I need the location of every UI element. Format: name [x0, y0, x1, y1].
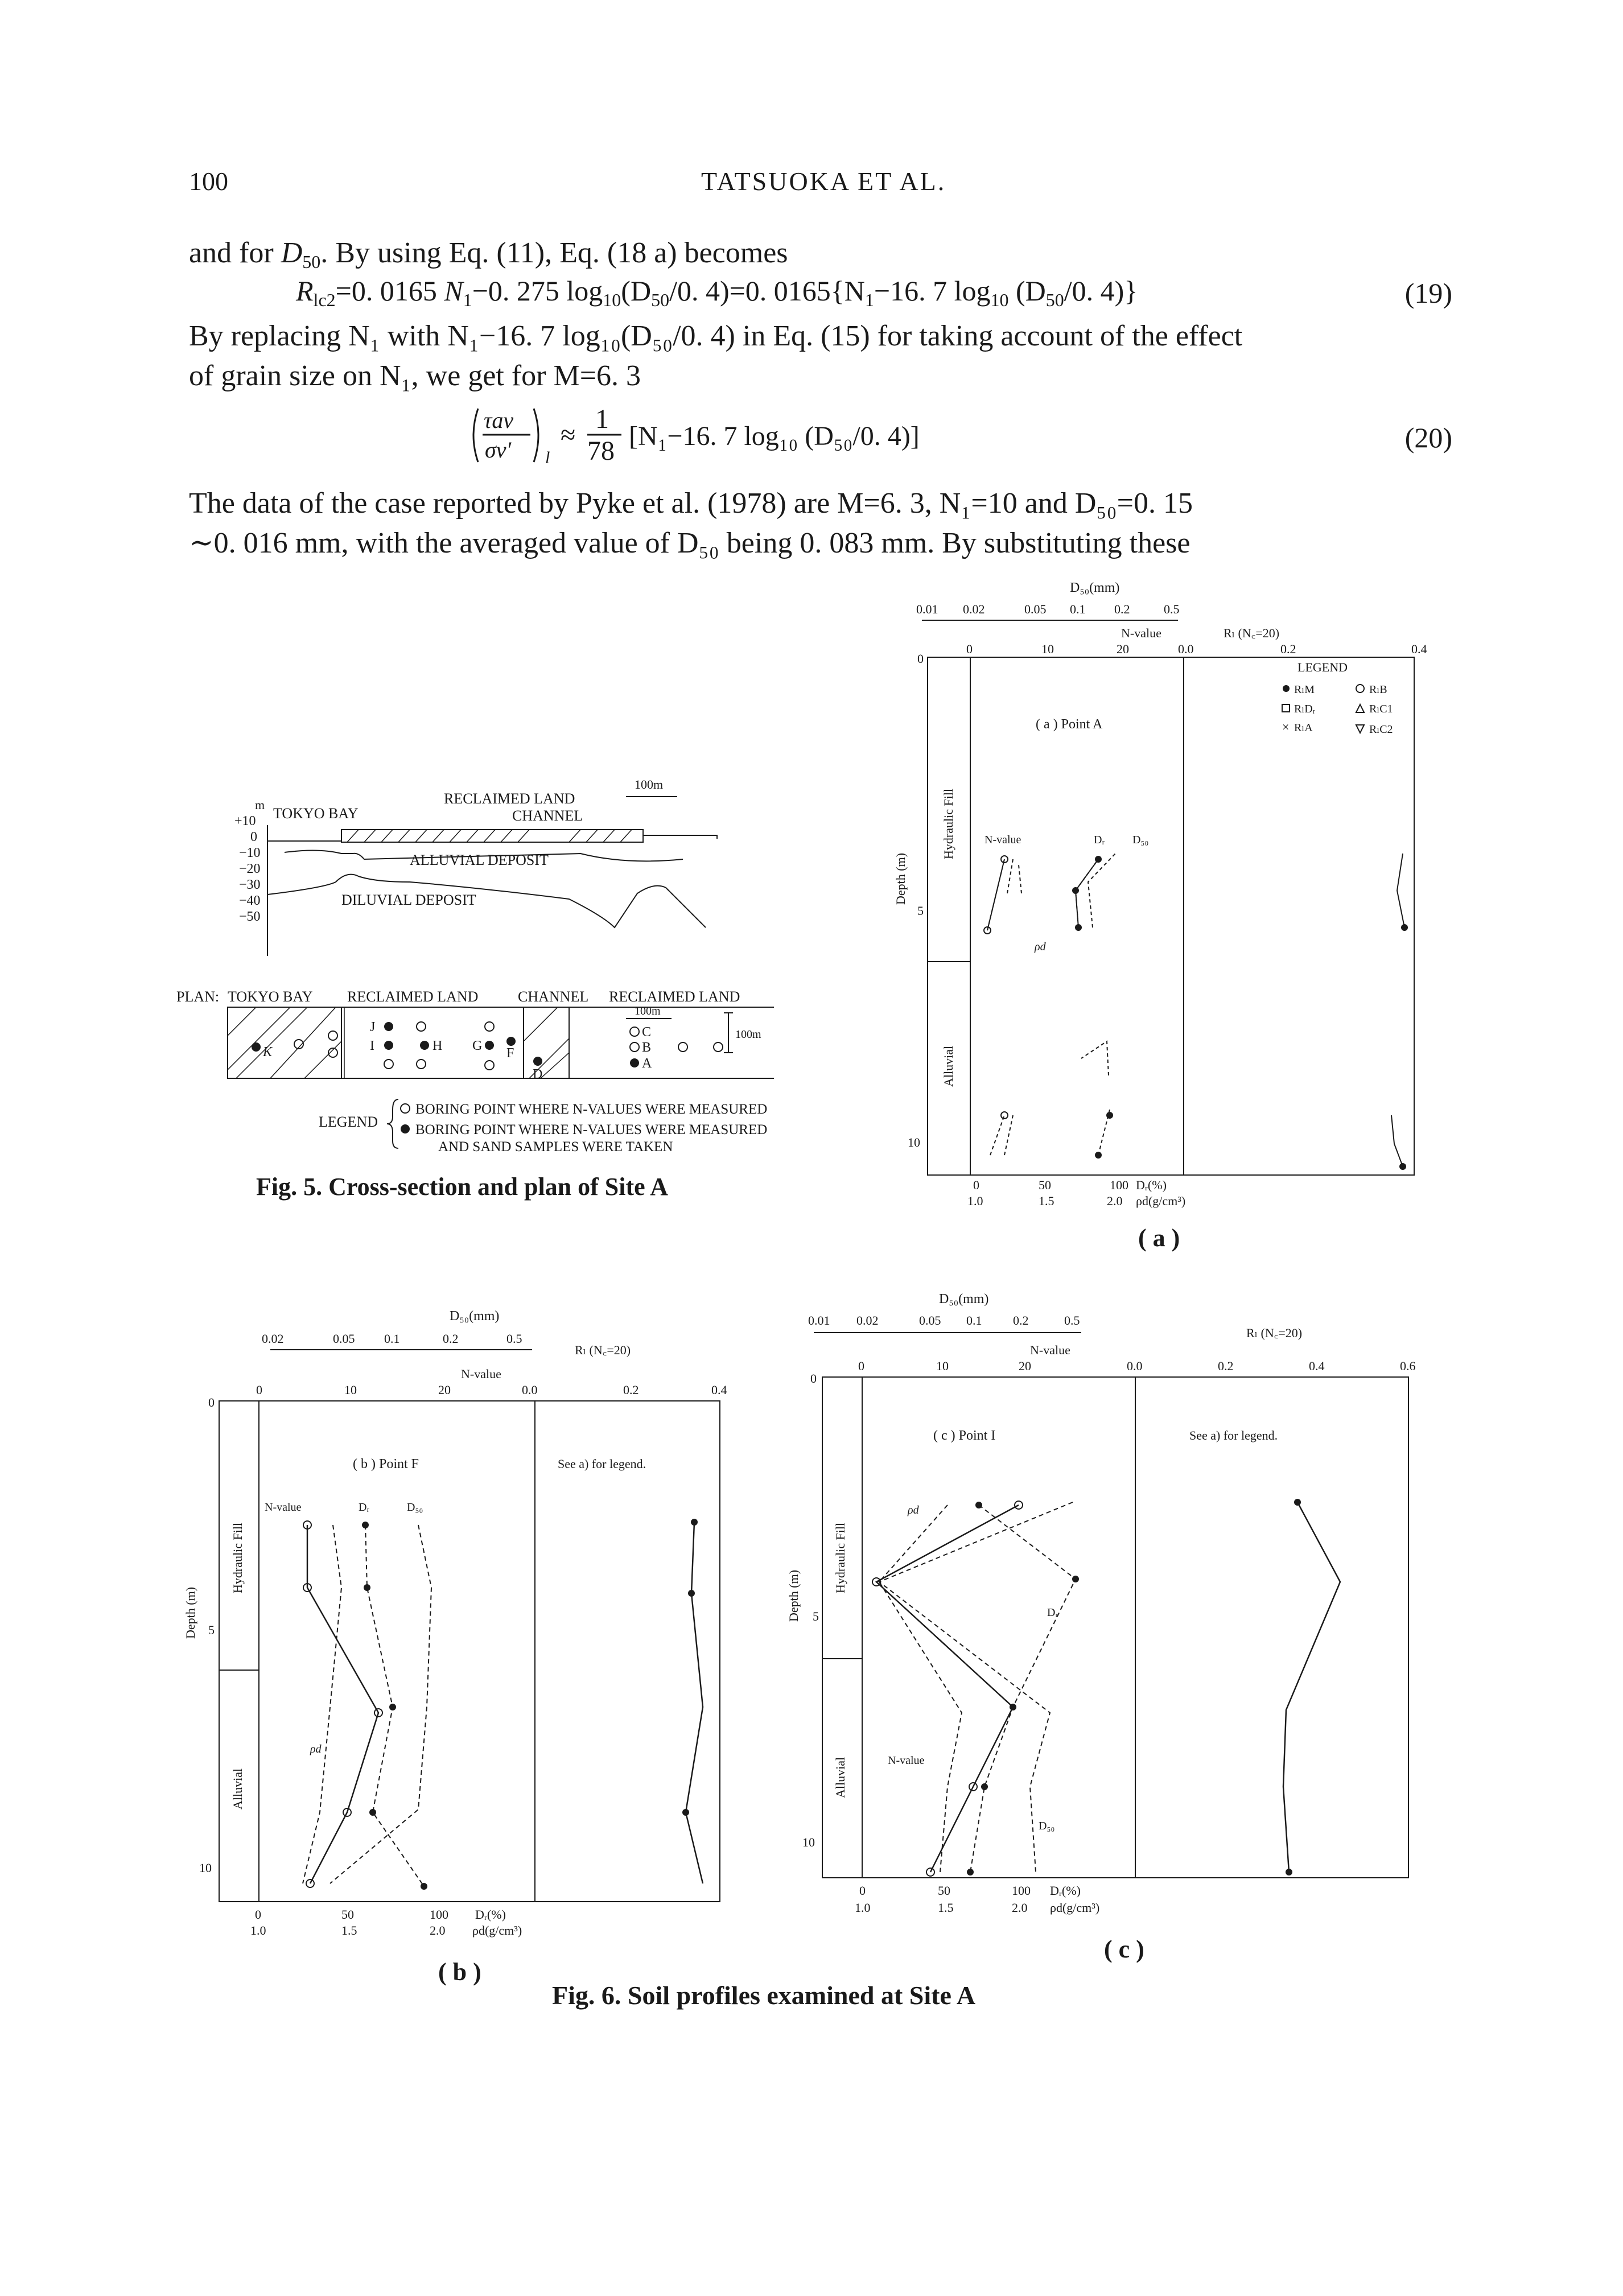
eq-symbol: N [444, 275, 463, 307]
d50-tick: 0.05 [333, 1332, 355, 1346]
curve-label-d50: D₅₀ [407, 1501, 423, 1514]
profile-curve-solid [987, 859, 1098, 930]
see-legend-note: See a) for legend. [1189, 1428, 1278, 1442]
eq-text: /0. 4)} [1064, 275, 1138, 307]
rl-profile [1283, 1502, 1340, 1872]
marker-filled [1072, 887, 1079, 894]
elevation-unit: m [255, 798, 265, 812]
text-run: . By using Eq. (11), Eq. (18 a) becomes [320, 237, 788, 269]
eq-lhs-num: τav [484, 407, 514, 433]
rl-profile [1391, 854, 1404, 1166]
rl-tick: 0.2 [1280, 642, 1296, 656]
legend-filled-marker [401, 1124, 410, 1133]
elev-tick: −30 [239, 877, 261, 892]
point-label: I [370, 1038, 374, 1053]
d50-tick: 0.1 [966, 1313, 982, 1328]
boring-point-filled [506, 1037, 516, 1046]
rl-tick: 0.0 [1178, 642, 1194, 656]
equation-19 [296, 274, 1377, 311]
depth-axis-label: Depth (m) [786, 1569, 801, 1622]
hatching [524, 1007, 569, 1078]
eq-approx: ≈ [561, 420, 576, 450]
legend-item: RₗDᵣ [1294, 703, 1316, 715]
nvalue-tick: 20 [438, 1383, 451, 1397]
marker-filled [1286, 1869, 1292, 1875]
marker-filled [1095, 1152, 1102, 1159]
plan-label: PLAN: [176, 988, 220, 1005]
dr-tick: 0 [859, 1883, 866, 1898]
rl-tick: 0.4 [711, 1383, 727, 1397]
legend-marker [1356, 685, 1364, 692]
figure-caption: Fig. 6. Soil profiles examined at Site A [552, 1981, 976, 2010]
d50-tick: 0.2 [1114, 602, 1130, 616]
marker-filled [1072, 1576, 1079, 1582]
d50-tick: 0.01 [916, 602, 938, 616]
panel-label: ( a ) [1138, 1224, 1180, 1252]
legend-item: RₗC1 [1369, 703, 1393, 715]
rho-tick: 2.0 [1012, 1901, 1028, 1915]
equation-20-graphic [467, 398, 1206, 472]
plan-reclaimed-2: RECLAIMED LAND [609, 988, 740, 1005]
nvalue-axis-title: N-value [1030, 1343, 1070, 1357]
rho-profile [303, 1525, 341, 1883]
plan-channel-area [524, 1007, 569, 1078]
marker-filled [688, 1590, 695, 1597]
point-label: H [432, 1038, 443, 1053]
elev-tick: +10 [234, 814, 256, 828]
marker-open [926, 1868, 934, 1876]
boring-point-open [485, 1022, 494, 1031]
curve-label-rho: ρd [908, 1504, 919, 1516]
nvalue-tick: 20 [1019, 1359, 1031, 1373]
rl-tick: 0.2 [623, 1383, 639, 1397]
rl-tick: 0.4 [1411, 642, 1427, 656]
marker-filled [364, 1584, 370, 1591]
d50-tick: 0.5 [506, 1332, 522, 1346]
rho-unit: ρd(g/cm³) [1136, 1194, 1186, 1208]
nvalue-tick: 0 [256, 1383, 262, 1397]
dr-tick: 50 [938, 1883, 950, 1898]
eq-rhs: [N₁−16. 7 log₁₀ (D₅₀/0. 4)] [629, 421, 920, 451]
rho-unit: ρd(g/cm³) [472, 1923, 522, 1938]
d50-axis-title: D₅₀(mm) [450, 1309, 500, 1324]
elev-tick: −20 [239, 861, 261, 876]
marker-filled [682, 1809, 689, 1816]
nvalue-tick: 10 [936, 1359, 949, 1373]
reclaimed-edge [643, 835, 717, 839]
legend-item: RₗC2 [1369, 723, 1393, 736]
rho-tick: 2.0 [430, 1923, 446, 1938]
boring-point-open [630, 1042, 639, 1052]
subscript: 1 [463, 290, 472, 310]
legend-marker [1356, 725, 1364, 733]
marker-filled [389, 1704, 396, 1710]
point-label: A [642, 1056, 652, 1071]
subscript: 10 [603, 290, 621, 310]
d50-tick: 0.5 [1164, 602, 1180, 616]
rho-tick: 1.0 [967, 1194, 983, 1208]
label-tokyo-bay: TOKYO BAY [273, 805, 359, 822]
nvalue-tick: 10 [344, 1383, 357, 1397]
d50-tick: 0.05 [919, 1313, 941, 1328]
label-diluvial: DILUVIAL DEPOSIT [341, 892, 476, 908]
d50-profile [879, 1502, 1073, 1872]
curve-label-nvalue: N-value [888, 1754, 925, 1767]
panel-label: ( b ) [438, 1958, 481, 1986]
marker-filled [967, 1869, 974, 1875]
marker-filled [421, 1883, 427, 1890]
marker-filled [1075, 924, 1082, 931]
eq-lhs-sub: l [545, 448, 550, 467]
layer-label: Alluvial [833, 1757, 847, 1798]
rl-tick: 0.0 [522, 1383, 538, 1397]
boring-point-open [417, 1022, 426, 1031]
dr-unit: Dᵣ(%) [475, 1907, 506, 1922]
depth-tick: 10 [802, 1835, 815, 1849]
boring-point-filled [533, 1057, 542, 1066]
subscript: 50 [651, 290, 670, 310]
rho-profile [879, 1505, 962, 1872]
depth-tick: 0 [208, 1395, 215, 1409]
eq-lhs-den: σv′ [485, 437, 512, 463]
rl-tick: 0.6 [1400, 1359, 1416, 1373]
eq-frac-num: 1 [595, 404, 609, 434]
rho-tick: 1.5 [1039, 1194, 1054, 1208]
dr-tick: 50 [341, 1907, 354, 1922]
legend-title: LEGEND [1297, 660, 1348, 674]
equation-20 [467, 398, 1206, 472]
marker-filled [1401, 924, 1408, 931]
depth-tick: 10 [908, 1135, 920, 1149]
boring-point-open [485, 1061, 494, 1070]
layer-label: Hydraulic Fill [833, 1522, 847, 1593]
boring-point-open [384, 1060, 393, 1069]
nvalue-tick: 10 [1041, 642, 1054, 656]
legend-marker [1283, 685, 1290, 692]
legend-marker [1356, 704, 1364, 712]
profile-curve [987, 854, 1115, 1075]
running-title: TATSUOKA ET AL. [701, 167, 946, 196]
boring-point-filled [252, 1042, 261, 1052]
curve-label-dr: Dᵣ [359, 1501, 370, 1514]
marker-filled [691, 1519, 698, 1526]
layer-label: Alluvial [941, 1045, 955, 1087]
marker-open [1001, 1112, 1008, 1119]
curve-label-d50: D₅₀ [1039, 1820, 1055, 1832]
plan-reclaimed-1: RECLAIMED LAND [347, 988, 479, 1005]
d50-tick: 0.02 [856, 1313, 879, 1328]
dr-tick: 0 [255, 1907, 261, 1922]
scale-bar-vertical [724, 1013, 733, 1053]
rho-tick: 1.0 [855, 1901, 871, 1915]
rho-tick: 1.5 [341, 1923, 357, 1938]
eq-text: (D [621, 275, 652, 307]
curve-label-rho: ρd [1035, 941, 1046, 953]
panel-title: ( b ) Point F [353, 1457, 419, 1471]
curve-label-d50: D₅₀ [1132, 834, 1149, 846]
page-number: 100 [189, 167, 228, 196]
d50-tick: 0.2 [443, 1332, 459, 1346]
panel-label: ( c ) [1104, 1935, 1144, 1963]
layer-label: Hydraulic Fill [230, 1522, 245, 1593]
curve-label-dr: Dᵣ [1047, 1606, 1058, 1619]
rl-tick: 0.0 [1127, 1359, 1143, 1373]
figure-6a [882, 575, 1451, 1275]
paren-right [534, 409, 538, 462]
dr-tick: 50 [1039, 1178, 1051, 1192]
hatching [347, 830, 632, 842]
d50-axis-title: D₅₀(mm) [1070, 580, 1120, 595]
dr-tick: 0 [973, 1178, 979, 1192]
scale-label: 100m [635, 1005, 661, 1017]
marker-filled [362, 1522, 369, 1528]
marker-filled [1399, 1163, 1406, 1170]
d50-profile [330, 1525, 431, 1883]
rl-axis-title: Rₗ (N꜀=20) [1246, 1326, 1303, 1340]
nvalue-tick: 0 [858, 1359, 864, 1373]
rl-tick: 0.4 [1309, 1359, 1325, 1373]
legend-item: RₗM [1294, 683, 1315, 696]
elev-tick: −50 [239, 909, 261, 924]
d50-axis-title: D₅₀(mm) [939, 1292, 989, 1306]
boring-point-open [417, 1060, 426, 1069]
nvalue-profile [876, 1505, 1019, 1872]
paragraph-line: By replacing N₁ with N₁−16. 7 log₁₀(D₅₀/0. 4) in Eq. (15) for taking account of the effect [189, 320, 1243, 352]
elev-tick: −40 [239, 893, 261, 908]
layer-label: Hydraulic Fill [941, 788, 955, 859]
d50-tick: 0.1 [384, 1332, 400, 1346]
subscript: 50 [302, 252, 321, 272]
dr-tick: 100 [1110, 1178, 1128, 1192]
legend-item: BORING POINT WHERE N-VALUES WERE MEASURED [415, 1102, 768, 1117]
text-run: and for [189, 237, 281, 269]
depth-tick: 5 [208, 1623, 215, 1637]
nvalue-axis-title: N-value [1121, 626, 1161, 640]
eq-frac-den: 78 [587, 436, 615, 466]
plot-frame [219, 1401, 720, 1902]
nvalue-axis-title: N-value [461, 1367, 501, 1381]
legend-marker [1282, 704, 1290, 712]
paragraph-line: The data of the case reported by Pyke et al. (1978) are M=6. 3, N₁=10 and D₅₀=0. 15 [189, 487, 1193, 520]
plan-channel: CHANNEL [518, 988, 589, 1005]
d50-tick: 0.05 [1024, 602, 1047, 616]
marker-filled [1095, 856, 1102, 863]
diluvial-top [267, 875, 706, 928]
point-label: F [506, 1046, 514, 1061]
paragraph-line: of grain size on N₁, we get for M=6. 3 [189, 360, 641, 392]
elev-tick: −10 [239, 846, 261, 860]
d50-tick: 0.5 [1064, 1313, 1080, 1328]
dr-unit: Dᵣ(%) [1136, 1178, 1167, 1192]
figure-5 [171, 768, 882, 1235]
boring-point-open [630, 1027, 639, 1036]
depth-tick: 5 [917, 904, 924, 918]
boring-point-open [678, 1042, 687, 1052]
boring-point-filled [485, 1041, 494, 1050]
plan-tokyo-bay: TOKYO BAY [228, 988, 313, 1005]
elev-tick: 0 [250, 830, 257, 844]
marker-filled [1106, 1112, 1113, 1119]
depth-tick: 5 [813, 1609, 819, 1623]
plot-frame [928, 657, 1414, 1175]
curve-label-dr: Dᵣ [1094, 834, 1105, 846]
legend-item: AND SAND SAMPLES WERE TAKEN [438, 1139, 673, 1155]
marker-filled [981, 1783, 988, 1790]
dr-tick: 100 [1012, 1883, 1031, 1898]
subscript: 1 [864, 290, 874, 310]
rl-profile [686, 1522, 703, 1883]
point-label: J [370, 1020, 376, 1034]
point-label: C [642, 1025, 652, 1040]
marker-filled [1010, 1704, 1016, 1710]
boring-point-filled [630, 1058, 639, 1067]
eq-symbol: R [296, 275, 314, 307]
point-label: B [642, 1040, 652, 1055]
boring-point-filled [420, 1041, 429, 1050]
curve-label-nvalue: N-value [265, 1501, 302, 1514]
d50-tick: 0.01 [808, 1313, 830, 1328]
subscript: 50 [1045, 290, 1064, 310]
eq-text: (D [1008, 275, 1046, 307]
curve-label-nvalue: N-value [984, 834, 1021, 846]
eq-text: −16. 7 log [874, 275, 991, 307]
scale-label: 100m [735, 1028, 761, 1041]
equation-number: (20) [1404, 422, 1452, 454]
dr-profile [970, 1505, 1076, 1872]
figure-6c [785, 1286, 1440, 2009]
equation-number: (19) [1404, 277, 1452, 309]
depth-tick: 10 [199, 1861, 212, 1875]
subscript: lc2 [313, 290, 336, 310]
panel-title: ( c ) Point I [933, 1428, 996, 1443]
layer-label: Alluvial [230, 1768, 245, 1809]
plan-bay-area [228, 1007, 341, 1078]
point-label: K [263, 1045, 273, 1060]
nvalue-tick: 20 [1117, 642, 1129, 656]
boring-point-open [328, 1031, 337, 1040]
legend-item: RₗB [1369, 683, 1387, 696]
label-channel: CHANNEL [512, 807, 583, 824]
label-alluvial: ALLUVIAL DEPOSIT [410, 852, 549, 868]
boring-point-filled [384, 1041, 393, 1050]
paren-left [473, 409, 478, 462]
dr-unit: Dᵣ(%) [1050, 1883, 1081, 1898]
legend-label: LEGEND [319, 1114, 378, 1130]
panel-title: ( a ) Point A [1036, 717, 1103, 732]
eq-text: −0. 275 log [472, 275, 603, 307]
see-legend-note: See a) for legend. [558, 1457, 646, 1471]
eq-text: /0. 4)=0. 0165{N [669, 275, 865, 307]
hatching [228, 1007, 341, 1078]
rl-tick: 0.2 [1218, 1359, 1234, 1373]
eq-text: =0. 0165 [335, 275, 444, 307]
legend-item: BORING POINT WHERE N-VALUES WERE MEASURED [415, 1122, 768, 1137]
point-label: G [472, 1038, 483, 1053]
nvalue-profile [307, 1525, 378, 1883]
label-reclaimed-land: RECLAIMED LAND [444, 790, 575, 807]
legend-brace [387, 1099, 398, 1148]
depth-tick: 0 [810, 1371, 817, 1386]
boring-point-filled [384, 1022, 393, 1031]
rho-tick: 1.0 [250, 1923, 266, 1938]
point-label: D [533, 1067, 543, 1082]
depth-tick: 0 [917, 652, 924, 666]
marker-filled [1294, 1499, 1301, 1506]
d50-tick: 0.1 [1070, 602, 1086, 616]
boring-point-open [714, 1042, 723, 1052]
curve-label-rho: ρd [310, 1743, 322, 1755]
depth-axis-label: Depth (m) [183, 1586, 197, 1639]
figure-caption: Fig. 5. Cross-section and plan of Site A [256, 1173, 669, 1201]
dr-tick: 100 [430, 1907, 448, 1922]
depth-axis-label: Depth (m) [893, 852, 908, 905]
scale-label: 100m [635, 777, 664, 792]
rl-axis-title: Rₗ (N꜀=20) [575, 1343, 631, 1357]
legend-open-marker [401, 1104, 410, 1113]
d50-tick: 0.02 [963, 602, 985, 616]
variable: D [281, 237, 303, 269]
subscript: 10 [990, 290, 1009, 310]
marker-filled [975, 1502, 982, 1508]
marker-filled [369, 1809, 376, 1816]
nvalue-tick: 0 [966, 642, 973, 656]
rho-tick: 1.5 [938, 1901, 954, 1915]
rho-tick: 2.0 [1107, 1194, 1123, 1208]
d50-tick: 0.2 [1013, 1313, 1029, 1328]
page-header [189, 166, 1441, 200]
legend-marker: × [1282, 720, 1290, 734]
d50-tick: 0.02 [262, 1332, 284, 1346]
rho-unit: ρd(g/cm³) [1050, 1901, 1100, 1915]
rl-axis-title: Rₗ (N꜀=20) [1224, 626, 1280, 640]
paragraph-line: ∼0. 016 mm, with the averaged value of D₅₀ being 0. 083 mm. By substituting these [189, 527, 1191, 559]
figure-6b [171, 1297, 740, 2009]
legend-item: RₗA [1294, 722, 1313, 734]
